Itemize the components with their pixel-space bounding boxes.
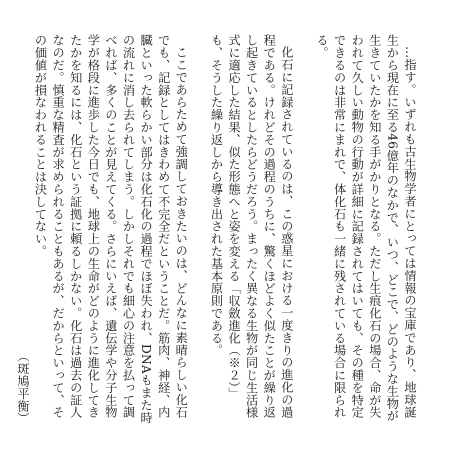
paragraph: ここであらためて強調しておきたいのは、どんなに素晴らしい化石でも、記録としてはきわめて不完全だということだ。筋肉、神経、内臓といった軟らかい部分は化石化の過程でほぼ失われ、DNAもまた時の流れに消し去られてしまう。しかしそれでも細心の注意を払って調べれば、多くのことが見えてくる。さらにいえば、遺伝学や分子生物学が格段に進歩した今日でも、地球上の生命がどのように進化してきたかを知るには、化石という証拠に頼るしかない。化石は過去の証人なのだ。慎重な精査が求められることもあるが、だからといって、その価値が損なわれることは決してない。 xyxy=(33,34,189,424)
attribution: （斑鳩平衡） xyxy=(15,349,30,424)
paragraph: 化石に記録されているのは、この惑星における一度きりの進化の過程である。けれどその過程のうちに、驚くほどよく似たことが繰り返し起きているとしたらどうだろう。まったく異なる生物が同じ生活様式に適応した結果、似た形態へと姿を変える「収斂進化（※２）」も、そうした繰り返しから導き出された基本原則である。 xyxy=(209,34,294,419)
body-text xyxy=(15,34,418,424)
paragraph: …指す。いずれも古生物学者にとっては情報の宝庫であり、地球誕生から現在に至る46億年のなかで、いつ、どこで、どのような生物が生きていたかを知る手がかりとなる。ただし生痕化石の場合、命が失われて久しい動物の行動が詳細に記録されてはいても、その種を特定できるのは非常にまれで、体化石も一緒に残されている場合に限られる。 xyxy=(315,34,417,422)
